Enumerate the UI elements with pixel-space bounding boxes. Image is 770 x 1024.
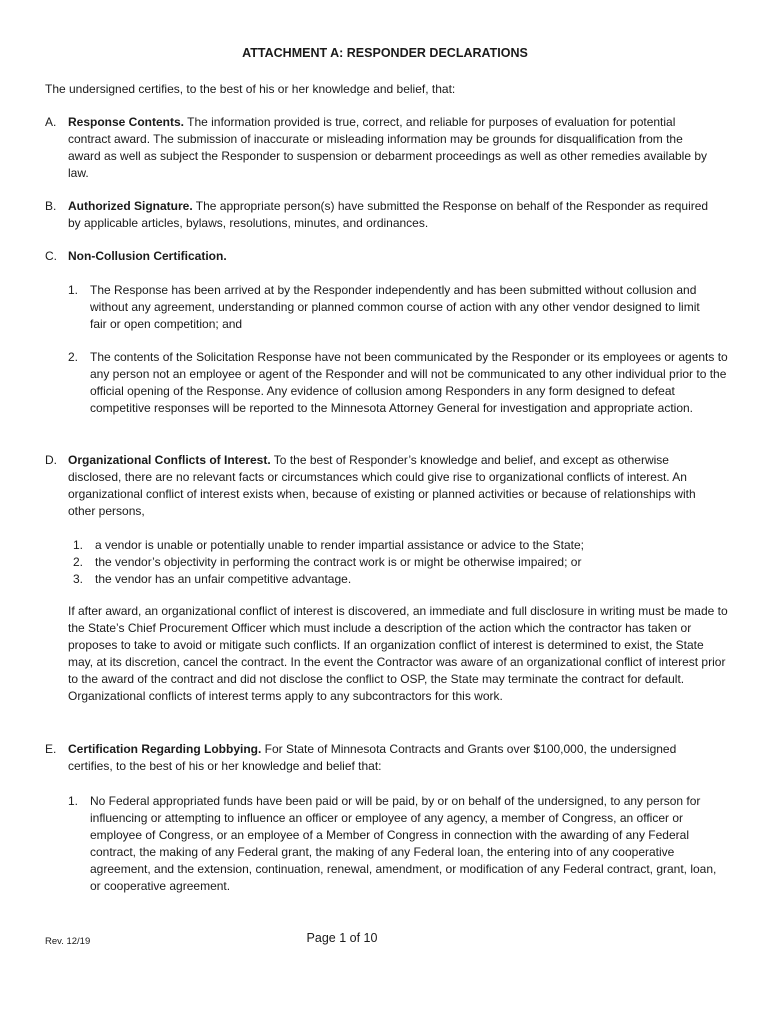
section-text: To the best of Responder’s knowledge and belief, and except as otherwise disclosed, there are no relevant facts or circumstances which could give rise to organizational conflicts of interest. An organizational conflict of interest exists when, because of existing or planned activities or because of relationships with other persons, xyxy=(68,453,696,518)
list-number: 2. xyxy=(68,350,79,364)
section-letter: A. xyxy=(45,115,57,129)
list-item xyxy=(68,793,728,895)
section-text: For State of Minnesota Contracts and Grants over $100,000, the undersigned certifies, to the best of his or her knowledge and belief that: xyxy=(68,742,677,773)
list-text: The Response has been arrived at by the Responder independently and has been submitted without collusion and without any agreement, understanding or planned common course of action with any other vendor designed to limit fair or open competition; and xyxy=(90,283,700,331)
list-number: 1. xyxy=(73,538,84,552)
section-letter: E. xyxy=(45,742,57,756)
section-c xyxy=(45,248,725,265)
section-e xyxy=(45,741,725,775)
list-item xyxy=(73,537,723,554)
list-text: The contents of the Solicitation Response have not been communicated by the Responder or its employees or agents to any person not an employee or agent of the Responder and will not be communicated to any other individual prior to the official opening of the Response. Any evidence of collusion among Responders in any form designed to defeat competitive responses will be reported to the Minnesota Attorney General for investigation and appropriate action. xyxy=(90,350,728,415)
page-number: Page 1 of 10 xyxy=(306,931,378,945)
list-item xyxy=(68,282,718,333)
section-b xyxy=(45,198,725,232)
list-number: 3. xyxy=(73,572,84,586)
list-number: 1. xyxy=(68,283,79,297)
section-heading: Certification Regarding Lobbying. xyxy=(68,742,262,756)
intro-text: The undersigned certifies, to the best of his or her knowledge and belief, that: xyxy=(45,82,456,96)
section-text: The appropriate person(s) have submitted the Response on behalf of the Responder as required by applicable articles, bylaws, resolutions, minutes, and ordinances. xyxy=(68,199,709,230)
list-item xyxy=(73,554,723,571)
list-text: No Federal appropriated funds have been paid or will be paid, by or on behalf of the undersigned, to any person for influencing or attempting to influence an officer or employee of any agency, a member of Congress, an officer or employee of Congress, or an employee of a Member of Congress in connection with the awarding of any Federal contract, the making of any Federal grant, the making of any Federal loan, the entering into of any cooperative agreement, and the extension, continuation, renewal, amendment, or modification of any Federal contract, grant, loan, or cooperative agreement. xyxy=(90,794,717,893)
section-paragraph: If after award, an organizational conflict of interest is discovered, an immediate and full disclosure in writing must be made to the State’s Chief Procurement Officer which must include a description of the action which the contractor has taken or proposes to take to avoid or mitigate such conflicts. If an organization conflict of interest is determined to exist, the State may, at its discretion, cancel the contract. In the event the Contractor was aware of an organizational conflict of interest prior to the award of the contract and did not disclose the conflict to OSP, the State may terminate the contract for default. Organizational conflicts of interest terms apply to any subcontractors for this work. xyxy=(68,604,728,703)
list-number: 1. xyxy=(68,794,79,808)
page-title: ATTACHMENT A: RESPONDER DECLARATIONS xyxy=(242,46,528,60)
section-letter: C. xyxy=(45,249,57,263)
section-heading: Authorized Signature. xyxy=(68,199,193,213)
list-text: the vendor’s objectivity in performing the contract work is or might be otherwise impaired; or xyxy=(95,555,582,569)
section-heading: Non-Collusion Certification. xyxy=(68,249,227,263)
section-heading: Response Contents. xyxy=(68,115,185,129)
section-text: The information provided is true, correct, and reliable for purposes of evaluation for potential contract award. The submission of inaccurate or misleading information may be grounds for disqualification from the award as well as subject the Responder to suspension or debarment proceedings as well as other remedies available by law. xyxy=(68,115,708,180)
list-item xyxy=(68,349,728,417)
section-d xyxy=(45,452,725,520)
list-item xyxy=(73,571,723,588)
revision-label: Rev. 12/19 xyxy=(45,936,91,947)
section-heading: Organizational Conflicts of Interest. xyxy=(68,453,271,467)
list-number: 2. xyxy=(73,555,84,569)
section-letter: D. xyxy=(45,453,57,467)
section-letter: B. xyxy=(45,199,57,213)
list-text: a vendor is unable or potentially unable to render impartial assistance or advice to the State; xyxy=(95,538,584,552)
list-text: the vendor has an unfair competitive advantage. xyxy=(95,572,352,586)
section-a xyxy=(45,114,725,182)
